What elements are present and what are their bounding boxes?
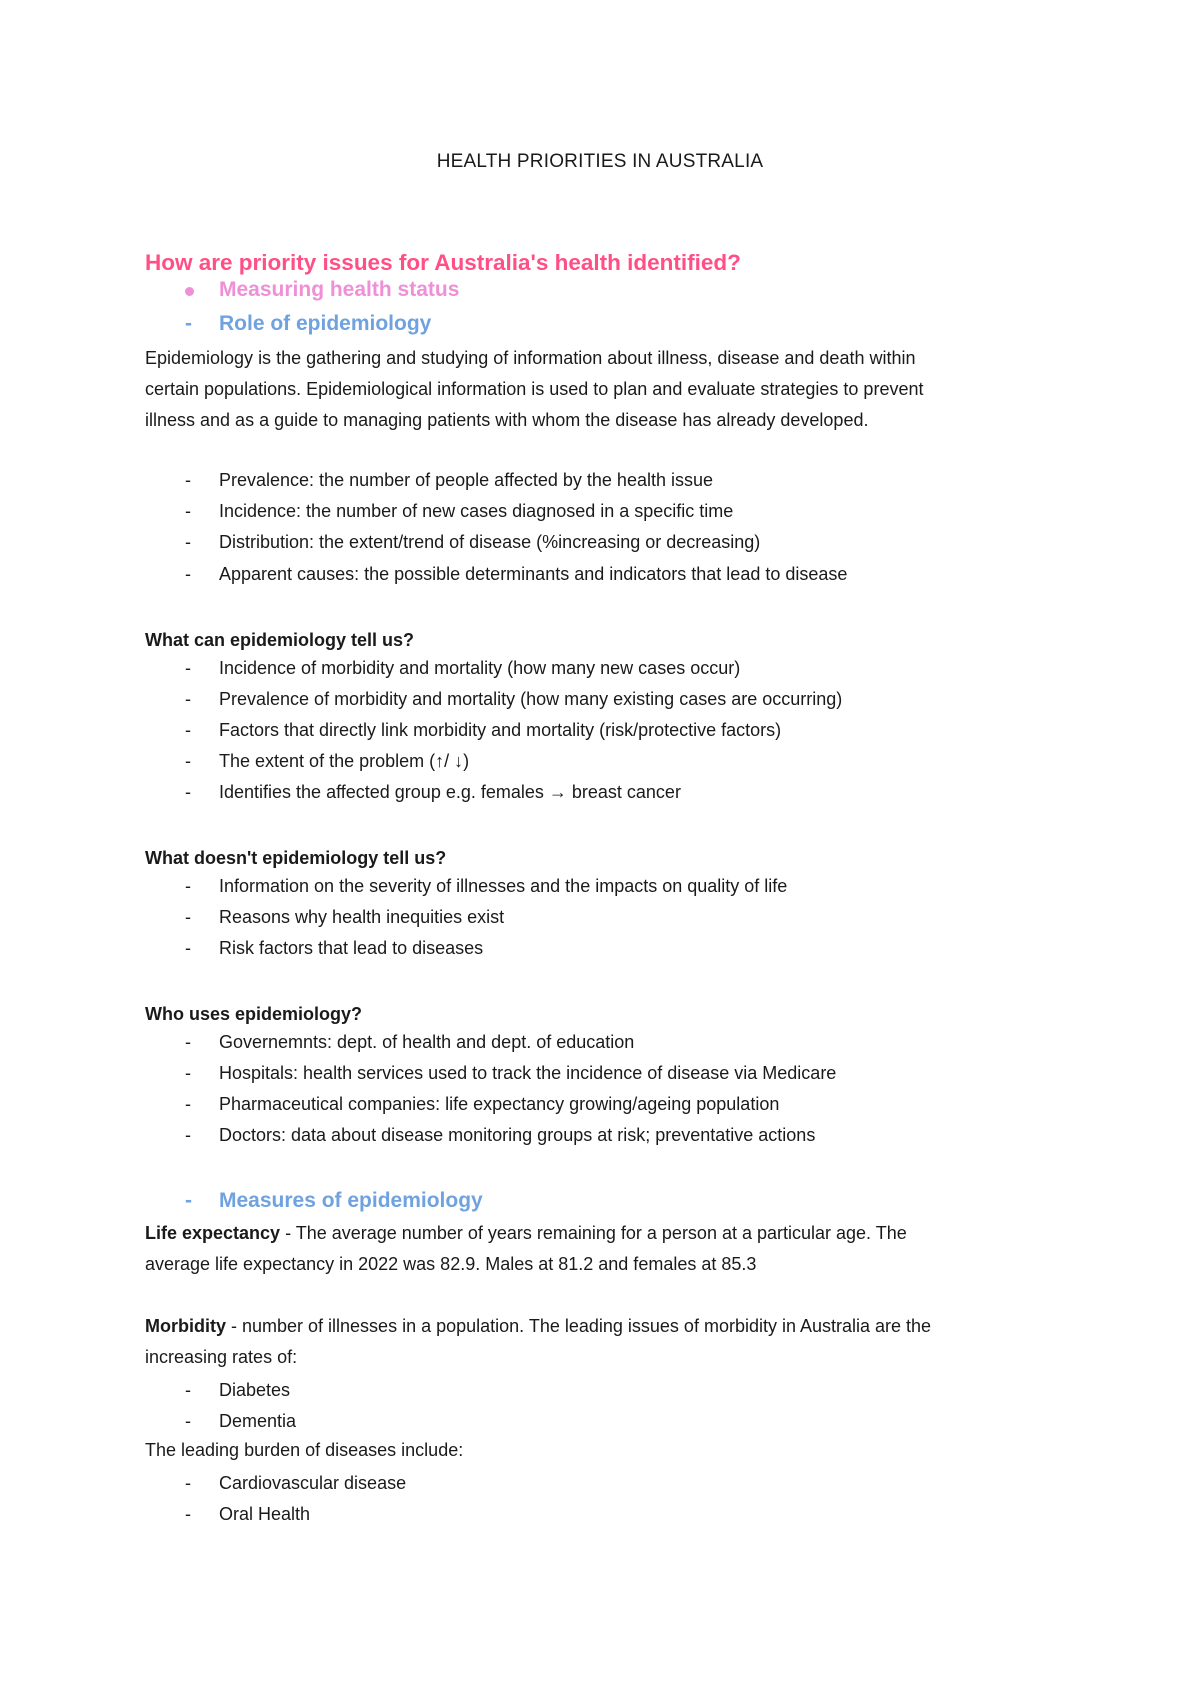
paragraph-line: certain populations. Epidemiological information is used to plan and evaluate strategies to prevent bbox=[145, 379, 924, 399]
morbidity-paragraph bbox=[145, 1311, 1065, 1373]
bullet-dot-icon bbox=[185, 277, 194, 303]
term-life-expectancy: Life expectancy bbox=[145, 1223, 281, 1243]
paragraph-line: Life expectancy - The average number of years remaining for a person at a particular age. The bbox=[145, 1223, 907, 1243]
question-heading-tell: What can epidemiology tell us? bbox=[145, 630, 415, 650]
dash-marker: - bbox=[185, 1189, 192, 1212]
term-morbidity: Morbidity bbox=[145, 1316, 226, 1336]
paragraph-line: average life expectancy in 2022 was 82.9. Males at 81.2 and females at 85.3 bbox=[145, 1254, 757, 1274]
paragraph-line: Morbidity - number of illnesses in a population. The leading issues of morbidity in Australia are the bbox=[145, 1316, 932, 1336]
question-heading-who: Who uses epidemiology? bbox=[145, 1004, 363, 1024]
question-heading-not-tell: What doesn't epidemiology tell us? bbox=[145, 848, 447, 868]
dash-marker: - bbox=[185, 312, 192, 335]
paragraph-line: Epidemiology is the gathering and studying of information about illness, disease and death within bbox=[145, 348, 916, 368]
main-heading: How are priority issues for Australia's health identified? bbox=[145, 250, 741, 275]
life-expectancy-paragraph bbox=[145, 1218, 1065, 1280]
page-title: HEALTH PRIORITIES IN AUSTRALIA bbox=[436, 151, 764, 172]
burden-lead-text: The leading burden of diseases include: bbox=[145, 1440, 464, 1460]
paragraph-line: increasing rates of: bbox=[145, 1347, 298, 1367]
paragraph-line: illness and as a guide to managing patients with whom the disease has already developed. bbox=[145, 410, 869, 430]
epidemiology-intro-paragraph bbox=[145, 343, 1065, 436]
document-page: HEALTH PRIORITIES IN AUSTRALIA How are priority issues for Australia's health identified? Measuring health status - Role of epidemiology Epidemiology is the gathering and studying of information about illness, disease and death within certain populations. Epidemiological information is used to plan and evaluate strategies to prevent illness and as a guide to managing patients with whom the disease has already developed. - Prevalence: the number of people affected by the health issue - Incidence: the number of new cases diagnosed in a specific time - Distribution: the extent/trend of disease (%increasing or decreasing) - Apparent causes: the possible determinants and indicators that lead to disease What can epidemiology tell us? - Incidence of morbidity and mortality (how many new cases occur) - Prevalence of morbidity and mortality (how many existing cases are occurring) - Factors that directly link morbidity and mortality (risk/protective factors) - The extent of the problem (↑/ ↓) - Identifies the affected group e.g. females → breast cancer What doesn't epidemiology tell us? - Information on the severity of illnesses and the impacts on quality of life - Reasons why health inequities exist - Risk factors that lead to diseases Who uses epidemiology? - Governemnts: dept. of health and dept. of education - Hospitals: health services used to track the incidence of disease via Medicare - Pharmaceutical companies: life expectancy growing/ageing population - Doctors: data about disease monitoring groups at risk; preventative actions - Measures of epidemiology Life expectancy - The average number of years remaining for a person at a particular age. The average life expectancy in 2022 was 82.9. Males at 81.2 and females at 85.3 Morbidity - number of illnesses in a population. The leading issues of morbidity in Australia are the increasing rates of: - Diabetes - Dementia The leading burden of diseases include: - Cardiovascular disease - Oral Health bbox=[0, 0, 1200, 1694]
